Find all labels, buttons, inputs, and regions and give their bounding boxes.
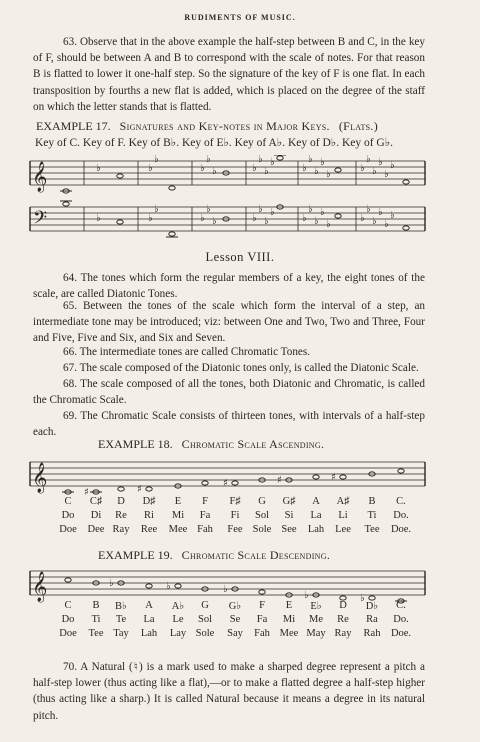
scale-name-pron: Sole	[195, 628, 215, 639]
scale-name-letters: G	[258, 496, 266, 507]
scale-name-letters: C	[64, 496, 72, 507]
scale-name-syll: Li	[338, 510, 348, 521]
scale-name-syll: Re	[115, 510, 127, 521]
svg-text:♭: ♭	[378, 157, 383, 168]
svg-text:♭: ♭	[372, 216, 377, 227]
svg-text:♭: ♭	[252, 163, 257, 174]
scale-name-letters: C	[64, 600, 72, 611]
scale-name-letters: G♯	[282, 496, 296, 507]
note-head	[259, 590, 265, 594]
scale-name-syll: Mi	[282, 614, 296, 625]
scale-name-letters: F	[202, 496, 208, 507]
scale-name-pron: Doe.	[390, 628, 412, 639]
svg-text:♭: ♭	[320, 207, 325, 218]
svg-text:♭: ♭	[314, 166, 319, 177]
scale-name-pron: Mee	[279, 628, 299, 639]
lesson-heading: Lesson VIII.	[205, 250, 275, 264]
scale-name-letters: E♭	[310, 601, 322, 612]
scale-name-letters: A	[312, 496, 320, 507]
svg-text:♭: ♭	[302, 163, 307, 174]
scale-name-letters: G♭	[228, 601, 242, 612]
key-names-line: Key of C. Key of F. Key of B♭. Key of E♭. Key of A♭. Key of D♭. Key of G♭.	[35, 137, 394, 149]
ascending-notes	[62, 469, 404, 494]
scale-name-pron: See	[281, 524, 297, 535]
example-17-heading	[36, 119, 378, 134]
scale-name-pron: Lah	[307, 524, 325, 535]
scale-name-syll: Sol	[197, 614, 212, 625]
paragraph-67: 67. The scale composed of the Diatonic tones only, is called the Diatonic Scale.	[63, 362, 419, 374]
scale-name-syll: Sol	[254, 510, 269, 521]
scale-name-pron: Ree	[140, 524, 158, 535]
scale-name-syll: Di	[90, 510, 102, 521]
treble-clef-icon: 𝄞	[32, 463, 48, 493]
svg-text:♭: ♭	[264, 166, 269, 177]
scale-name-letters: C.	[396, 600, 406, 611]
scale-name-pron: Lay	[169, 628, 187, 639]
note-head	[202, 481, 208, 485]
svg-text:♭: ♭	[264, 216, 269, 227]
scale-name-letters: C♯	[89, 496, 103, 507]
svg-text:♭: ♭	[366, 204, 371, 215]
svg-text:♭: ♭	[258, 155, 263, 165]
scale-name-pron: Fee	[227, 524, 243, 535]
scale-name-letters: E	[285, 600, 293, 611]
example-18-heading: EXAMPLE 18. Chromatic Scale Ascending.	[98, 437, 325, 451]
scale-name-letters: G	[201, 600, 209, 611]
svg-text:♭: ♭	[308, 204, 313, 215]
sharp-icon: ♯	[223, 478, 228, 489]
svg-text:♭: ♭	[206, 204, 211, 215]
paragraph-68: 68. The scale composed of all the tones, both Diatonic and Chromatic, is called the Chromatic Scale.	[33, 378, 425, 407]
scale-name-letters: F♯	[229, 496, 241, 507]
scale-name-pron: Mee	[168, 524, 188, 535]
scale-name-pron: Fah	[197, 524, 213, 535]
svg-text:♭: ♭	[366, 155, 371, 165]
flat-icon: ♭	[96, 163, 101, 174]
scale-name-syll: Do.	[393, 614, 409, 625]
scale-name-pron: Fah	[254, 628, 270, 639]
scale-name-pron: May	[306, 628, 326, 639]
svg-text:♭: ♭	[212, 166, 217, 177]
scale-name-pron: Rah	[363, 628, 381, 639]
scale-name-pron: Dee	[87, 524, 105, 535]
scale-name-pron: Sole	[252, 524, 272, 535]
flat-icon: ♭	[223, 584, 228, 595]
scale-name-letters: D♭	[365, 601, 379, 612]
bass-clef-icon: 𝄢	[33, 208, 48, 233]
scale-name-syll: Ti	[367, 510, 377, 521]
svg-text:♭: ♭	[384, 219, 389, 230]
flat-icon: ♭	[304, 590, 309, 601]
svg-text:♭: ♭	[390, 210, 395, 221]
svg-text:♭: ♭	[360, 213, 365, 224]
svg-text:♭: ♭	[270, 207, 275, 218]
sharp-icon: ♯	[331, 472, 336, 483]
scale-name-letters: E	[174, 496, 182, 507]
scale-name-syll: Ri	[144, 510, 154, 521]
svg-text:♭: ♭	[148, 163, 153, 174]
scale-name-letters: D	[339, 600, 347, 611]
scale-name-syll: Me	[309, 614, 323, 625]
scale-name-letters: D♯	[142, 496, 156, 507]
paragraph-66: 66. The intermediate tones are called Chromatic Tones.	[63, 346, 311, 358]
scale-name-syll: Le	[172, 614, 184, 625]
scale-name-letters: C.	[396, 496, 406, 507]
note-head	[146, 487, 152, 491]
paragraph-64: 64. The tones which form the regular members of a key, the eight tones of the scale, are called Diatonic Tones.	[33, 272, 425, 301]
scale-name-syll: Fa	[199, 510, 211, 521]
paragraph-69: 69. The Chromatic Scale consists of thirteen tones, with intervals of a half-step each.	[33, 410, 425, 439]
svg-text:♭: ♭	[270, 157, 275, 168]
scale-name-letters: B	[92, 600, 100, 611]
bass-staff-key-signatures	[0, 199, 480, 243]
paragraph-63	[33, 34, 425, 115]
scale-name-syll: Do.	[393, 510, 409, 521]
svg-text:♭: ♭	[314, 216, 319, 227]
svg-text:♭: ♭	[96, 213, 101, 224]
scale-name-syll: Ti	[91, 614, 101, 625]
treble-clef-icon: 𝄞	[32, 162, 48, 192]
flat-icon: ♭	[109, 578, 114, 589]
scale-name-letters: B♭	[115, 601, 127, 612]
svg-text:♭: ♭	[154, 204, 159, 215]
scale-name-pron: Lah	[140, 628, 158, 639]
scale-name-pron: Tee	[88, 628, 104, 639]
flat-icon: ♭	[166, 581, 171, 592]
svg-text:♭: ♭	[378, 207, 383, 218]
scale-name-letters: D	[117, 496, 125, 507]
scale-name-pron: Doe.	[390, 524, 412, 535]
svg-text:♭: ♭	[258, 204, 263, 215]
scale-name-letters: F	[259, 600, 265, 611]
paragraph-70: 70. A Natural (♮) is a mark used to make a sharped degree represent a pitch a half-step lower (thus acting like a flat),—or to make a flatted degree a half-step higher (thus acting like a sharp.) It is called Natural because it means a degree in its natural pitch.	[33, 661, 425, 722]
scale-name-syll: Do	[61, 510, 75, 521]
scale-name-syll: Te	[115, 614, 127, 625]
svg-text:♭: ♭	[148, 213, 153, 224]
example-tag: (Flats.)	[338, 119, 379, 133]
svg-text:♭: ♭	[154, 155, 159, 165]
sharp-icon: ♯	[84, 487, 89, 498]
note-head	[313, 475, 319, 479]
paragraph-number: 63.	[63, 36, 77, 48]
treble-staff-key-signatures	[0, 155, 480, 197]
scale-name-letters: B	[368, 496, 376, 507]
paragraph-text: Observe that in the above example the half-step between B and C, in the key of F, should be between A and B to correspond with the scale of notes. For that reason B is flatted to lower it one-half step. So the signature of the key of F is one flat. In each transposition by fourths a new flat is added, which is placed on the degree of the staff on which the letter stands that is flatted.	[33, 36, 425, 113]
svg-text:♭: ♭	[372, 166, 377, 177]
sharp-icon: ♯	[277, 475, 282, 486]
scale-name-syll: La	[143, 614, 155, 625]
paragraph-65: 65. Between the tones of the scale which form the interval of a step, an intermediate tone may be introduced; viz: between One and Two, Two and Three, Four and Five, Five and Six, and Six and Seven.	[33, 300, 426, 345]
svg-text:♭: ♭	[302, 213, 307, 224]
example-label: EXAMPLE 17.	[36, 119, 111, 133]
svg-text:♭: ♭	[384, 169, 389, 180]
svg-text:♭: ♭	[390, 160, 395, 171]
note-head	[65, 578, 71, 582]
svg-text:♭: ♭	[200, 163, 205, 174]
note-head	[118, 487, 124, 491]
scale-name-pron: Ray	[112, 524, 130, 535]
svg-text:♭: ♭	[212, 216, 217, 227]
svg-text:♭: ♭	[206, 155, 211, 165]
sharp-icon: ♯	[137, 484, 142, 495]
scale-name-syll: Ra	[366, 614, 378, 625]
svg-text:♭: ♭	[326, 169, 331, 180]
scale-name-syll: Do	[61, 614, 75, 625]
scale-name-pron: Tay	[113, 628, 129, 639]
svg-text:♭: ♭	[308, 155, 313, 165]
svg-text:♭: ♭	[252, 213, 257, 224]
scale-name-syll: Se	[229, 614, 241, 625]
note-head	[146, 584, 152, 588]
scale-name-pron: Doe	[59, 628, 77, 639]
scale-name-pron: Ray	[334, 628, 352, 639]
staff-chromatic-ascending	[0, 456, 480, 498]
scale-name-syll: Fi	[230, 510, 240, 521]
treble-clef-icon: 𝄞	[32, 572, 48, 602]
scale-name-syll: Mi	[171, 510, 185, 521]
flat-icon: ♭	[360, 593, 365, 604]
scale-name-syll: Fa	[256, 614, 268, 625]
note-head	[232, 481, 238, 485]
svg-text:♭: ♭	[320, 157, 325, 168]
scale-name-letters: A♯	[336, 496, 350, 507]
note-head	[340, 475, 346, 479]
scale-name-letters: A	[145, 600, 153, 611]
note-head	[398, 469, 404, 473]
scale-name-syll: La	[310, 510, 322, 521]
scale-name-syll: Si	[284, 510, 294, 521]
scale-name-letters: A♭	[171, 601, 185, 612]
example-title: Signatures and Key-notes in Major Keys.	[119, 119, 330, 133]
scale-name-pron: Say	[227, 628, 243, 639]
svg-text:♭: ♭	[200, 213, 205, 224]
svg-text:♭: ♭	[326, 219, 331, 230]
svg-text:♭: ♭	[360, 163, 365, 174]
note-head	[175, 584, 181, 588]
scale-name-pron: Doe	[59, 524, 77, 535]
running-header: RUDIMENTS OF MUSIC.	[184, 13, 296, 22]
scale-name-syll: Re	[337, 614, 349, 625]
scale-name-pron: Lee	[335, 524, 351, 535]
example-19-heading: EXAMPLE 19. Chromatic Scale Descending.	[98, 548, 331, 562]
scale-name-pron: Tee	[364, 524, 380, 535]
